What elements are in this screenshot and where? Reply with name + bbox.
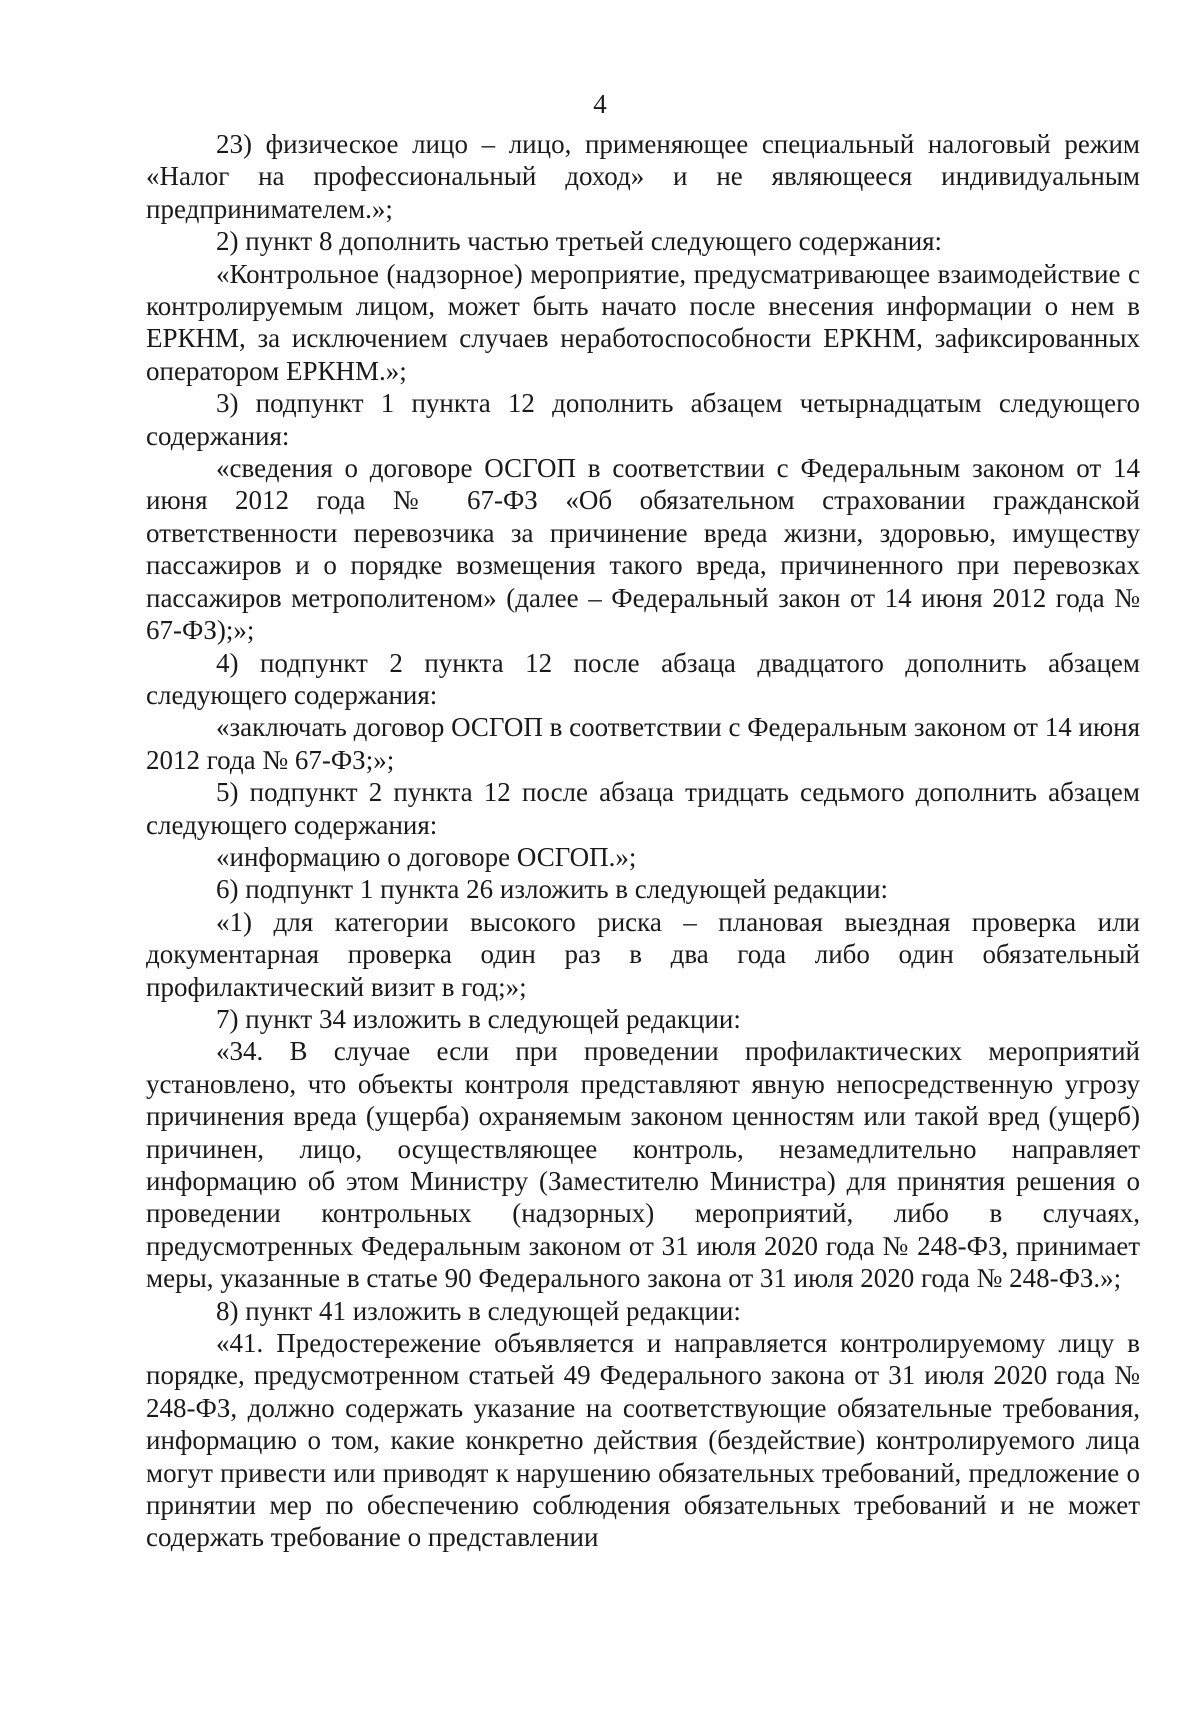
document-body: [146, 128, 1140, 1554]
paragraph-amendment-2: 2) пункт 8 дополнить частью третьей следующего содержания:: [216, 226, 943, 257]
paragraph-amendment-5: 5) подпункт 2 пункта 12 после абзаца тридцать седьмого дополнить абзацем следующего содержания:: [146, 777, 1140, 840]
page-number: 4: [593, 89, 607, 119]
paragraph-amendment-3: 3) подпункт 1 пункта 12 дополнить абзацем четырнадцатым следующего содержания:: [146, 388, 1140, 451]
paragraph-quote-osgop-info: «сведения о договоре ОСГОП в соответствии с Федеральным законом от 14 июня 2012 года № 67-ФЗ «Об обязательном страховании гражданской ответственности перевозчика за причинение вреда жизни, здоровью, имуществу пассажиров и о порядке возмещения такого вреда, причиненного при перевозках пассажиров метрополитеном» (далее – Федеральный закон от 14 июня 2012 года № 67-ФЗ);»;: [146, 453, 1140, 646]
paragraph-amendment-7: 7) пункт 34 изложить в следующей редакции:: [216, 1003, 741, 1034]
paragraph-quote-control-event: «Контрольное (надзорное) мероприятие, предусматривающее взаимодействие с контролируемым лицом, может быть начато после внесения информации о нем в ЕРКНМ, за исключением случаев неработоспособности ЕРКНМ, зафиксированных оператором ЕРКНМ.»;: [146, 258, 1140, 386]
paragraph-amendment-6: 6) подпункт 1 пункта 26 изложить в следующей редакции:: [216, 874, 889, 905]
paragraph-quote-osgop-contract: «заключать договор ОСГОП в соответствии с Федеральным законом от 14 июня 2012 года № 67-ФЗ;»;: [146, 712, 1140, 775]
paragraph-item-23: 23) физическое лицо – лицо, применяющее специальный налоговый режим «Налог на профессиональный доход» и не являющееся индивидуальным предпринимателем.»;: [146, 129, 1140, 224]
paragraph-quote-item-41: «41. Предостережение объявляется и направляется контролируемому лицу в порядке, предусмотренном статьей 49 Федерального закона от 31 июля 2020 года № 248-ФЗ, должно содержать указание на соответствующие обязательные требования, информацию о том, какие конкретно действия (бездействие) контролируемого лица могут привести или приводят к нарушению обязательных требований, предложение о принятии мер по обеспечению соблюдения обязательных требований и не может содержать требование о представлении: [146, 1328, 1140, 1553]
paragraph-quote-osgop-information: «информацию о договоре ОСГОП.»;: [216, 841, 637, 872]
paragraph-amendment-8: 8) пункт 41 изложить в следующей редакции:: [216, 1295, 741, 1326]
paragraph-amendment-4: 4) подпункт 2 пункта 12 после абзаца двадцатого дополнить абзацем следующего содержания:: [146, 647, 1140, 710]
paragraph-quote-high-risk: «1) для категории высокого риска – плановая выездная проверка или документарная проверка один раз в два года либо один обязательный профилактический визит в год;»;: [146, 906, 1140, 1002]
paragraph-quote-item-34: «34. В случае если при проведении профилактических мероприятий установлено, что объекты контроля представляют явную непосредственную угрозу причинения вреда (ущерба) охраняемым законом ценностям или такой вред (ущерб) причинен, лицо, осуществляющее контроль, незамедлительно направляет информацию об этом Министру (Заместителю Министра) для принятия решения о проведении контрольных (надзорных) мероприятий, либо в случаях, предусмотренных Федеральным законом от 31 июля 2020 года № 248-ФЗ, принимает меры, указанные в статье 90 Федерального закона от 31 июля 2020 года № 248-ФЗ.»;: [146, 1036, 1140, 1294]
